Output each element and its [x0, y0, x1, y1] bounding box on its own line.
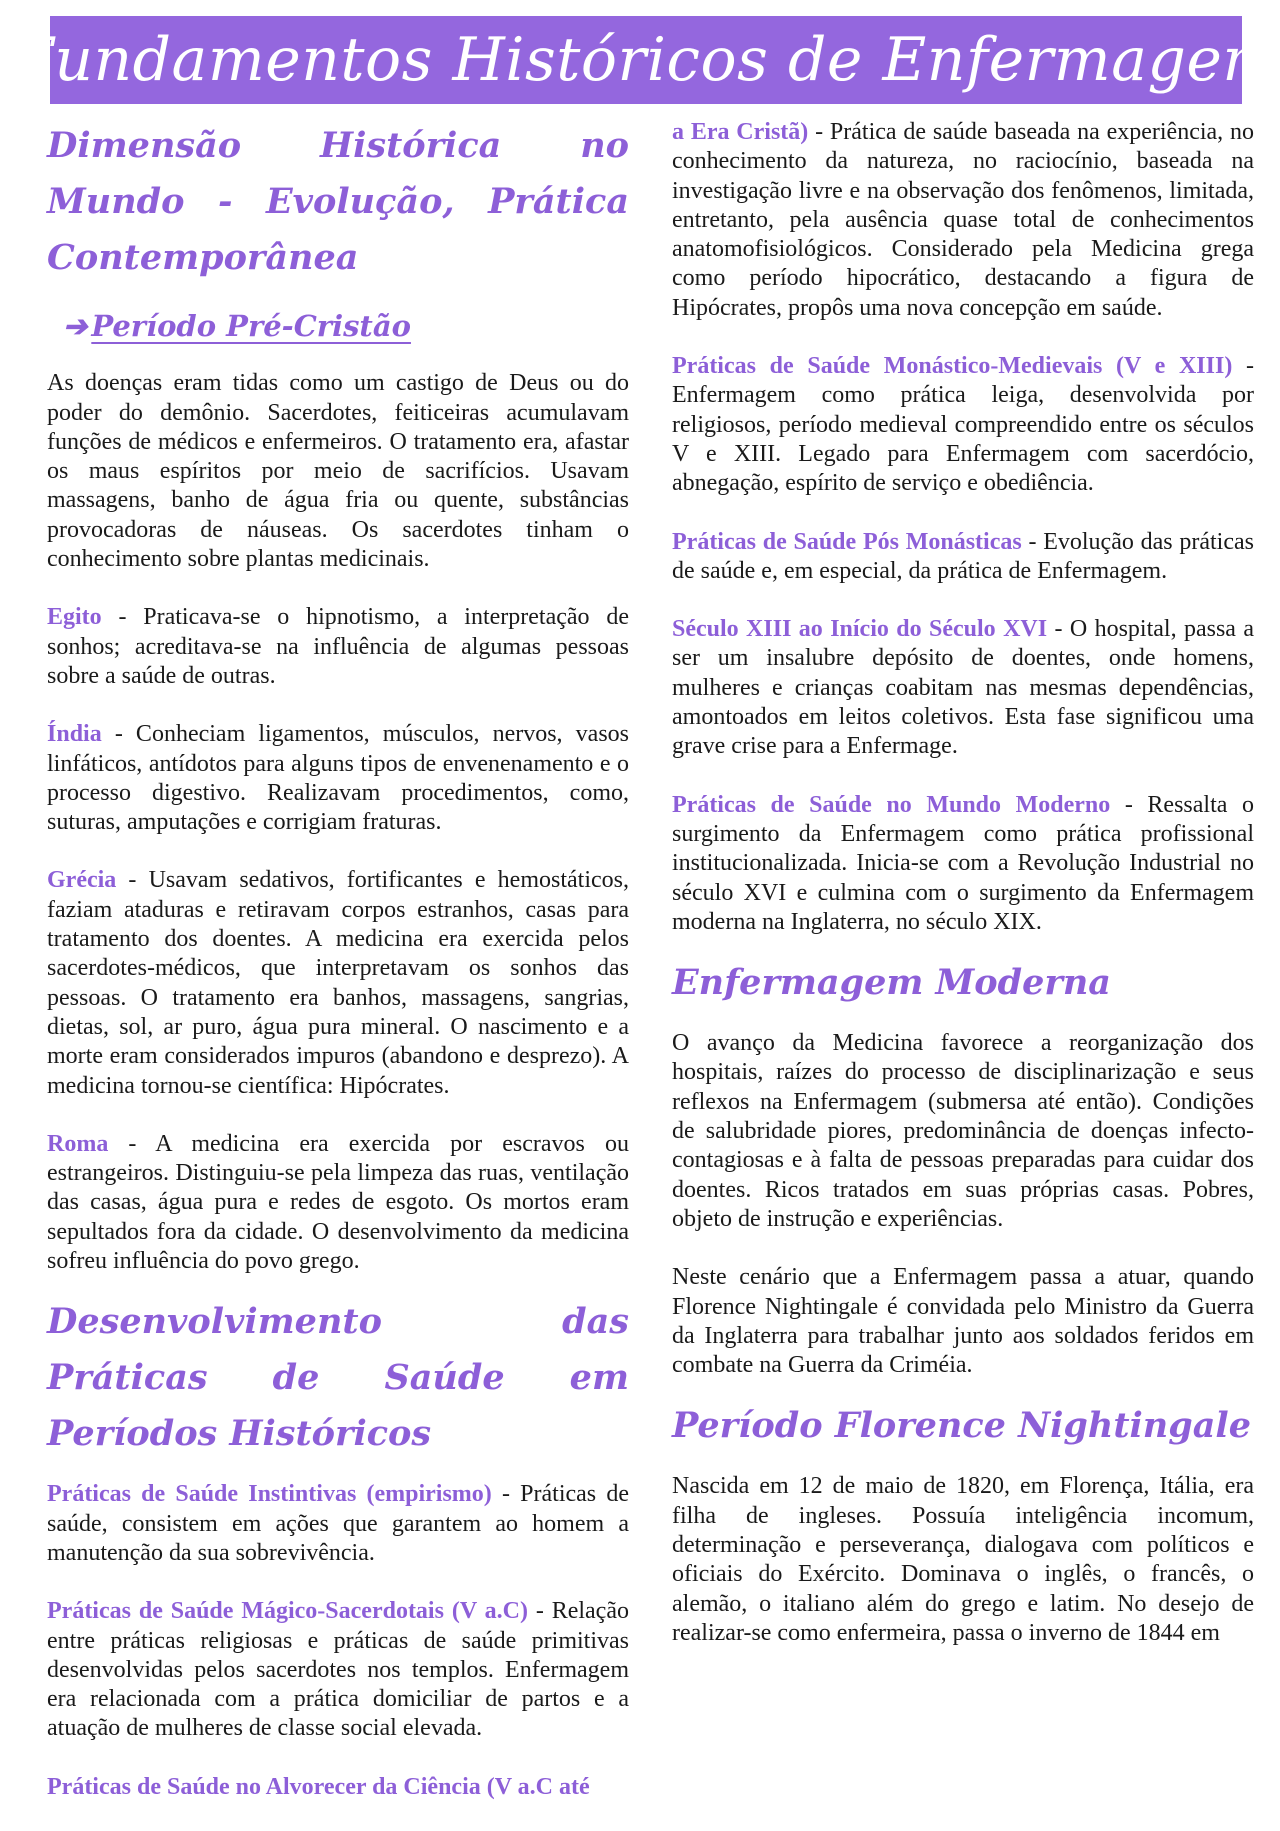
paragraph-florence-1: Nascida em 12 de maio de 1820, em Florença, Itália, era filha de ingleses. Possuía inteligência incomum, determinação e perseverança, dialogava com políticos e oficiais do Exército. Dominava o inglês, o francês, o alemão, o italiano além do grego e latim. No desejo de realizar-se como enfermeira, passa o inverno de 1844 em: [672, 1473, 1254, 1646]
left-column: [47, 118, 629, 1831]
paragraph-praticas-magico-sacerdotais: Práticas de Saúde Mágico-Sacerdotais (V a.C) - Relação entre práticas religiosas e práticas de saúde primitivas desenvolvidas pelos sacerdotes nos templos. Enfermagem era relacionada com a prática domiciliar de partos e a atuação de mulheres de classe social elevada.: [47, 1598, 629, 1742]
heading-periodo-florence-nightingale: Período Florence Nightingale: [672, 1405, 1251, 1447]
paragraph-alvorecer-continued: a Era Cristã) - Prática de saúde baseada na experiência, no conhecimento da natureza, no raciocínio, baseada na investigação livre e na observação dos fenômenos, limitada, entretanto, pela ausência quase total de conhecimentos anatomofisiológicos. Considerado pela Medicina grega como período hipocrático, destacando a figura de Hipócrates, propôs uma nova concepção em saúde.: [672, 119, 1254, 321]
term-grecia: Grécia: [47, 867, 117, 894]
paragraph-india: Índia - Conheciam ligamentos, músculos, nervos, vasos linfáticos, antídotos para alguns tipos de envenenamento e o processo digestivo. Realizavam procedimentos, como, suturas, amputações e corrigiam fraturas.: [47, 721, 629, 836]
paragraph-egito: Egito - Praticava-se o hipnotismo, a interpretação de sonhos; acreditava-se na influência de algumas pessoas sobre a saúde de outras.: [47, 604, 629, 689]
paragraph-praticas-pos-monasticas: Práticas de Saúde Pós Monásticas - Evolução das práticas de saúde e, em especial, da prática de Enfermagem.: [672, 528, 1254, 584]
subheading-periodo-pre-cristao: [63, 309, 629, 343]
term-india: Índia: [47, 721, 102, 748]
subheading-label: Período Pré-Cristão: [91, 309, 411, 343]
arrow-right-icon: ➔: [63, 309, 88, 343]
paragraph-moderna-2: Neste cenário que a Enfermagem passa a atuar, quando Florence Nightingale é convidada pelo Ministro da Guerra da Inglaterra para trabalhar junto aos soldados feridos em combate na Guerra da Criméia.: [672, 1264, 1254, 1379]
paragraph-praticas-mundo-moderno: Práticas de Saúde no Mundo Moderno - Ressalta o surgimento da Enfermagem como prática profissional institucionalizada. Inicia-se com a Revolução Industrial no século XVI e culmina com o surgimento da Enfermagem moderna na Inglaterra, no século XIX.: [672, 791, 1254, 935]
page-title: Fundamentos Históricos de Enfermagem: [12, 25, 1280, 95]
paragraph-praticas-alvorecer-ciencia: Práticas de Saúde no Alvorecer da Ciência (V a.C até: [47, 1773, 590, 1800]
intro-paragraph: As doenças eram tidas como um castigo de Deus ou do poder do demônio. Sacerdotes, feiticeiras acumulavam funções de médicos e enfermeiros. O tratamento era, afastar os maus espíritos por meio de sacrifícios. Usavam massagens, banho de água fria ou quente, substâncias provocadoras de náuseas. Os sacerdotes tinham o conhecimento sobre plantas medicinais.: [47, 370, 629, 573]
term-egito: Egito: [47, 604, 102, 631]
heading-desenvolvimento-praticas: Desenvolvimento das Práticas de Saúde em Períodos Históricos: [47, 1301, 629, 1455]
paragraph-grecia: Grécia - Usavam sedativos, fortificantes e hemostáticos, faziam ataduras e retiravam corpos estranhos, casas para tratamento dos doentes. A medicina era exercida pelos sacerdotes-médicos, que interpretavam os sonhos das pessoas. O tratamento era banhos, massagens, sangrias, dietas, sol, ar puro, água pura mineral. O nascimento e a morte eram considerados impuros (abandono e desprezo). A medicina tornou-se científica: Hipócrates.: [47, 867, 629, 1099]
paragraph-moderna-1: O avanço da Medicina favorece a reorganização dos hospitais, raízes do processo de disciplinarização e seus reflexos na Enfermagem (submersa até então). Condições de salubridade piores, predominância de doenças infecto-contagiosas e à falta de pessoas preparadas para cuidar dos doentes. Ricos tratados em suas próprias casas. Pobres, objeto de instrução e experiências.: [672, 1030, 1254, 1232]
paragraph-seculo-xiii-xvi: Século XIII ao Início do Século XVI - O hospital, passa a ser um insalubre depósito de doentes, onde homens, mulheres e crianças coabitam nas mesmas dependências, amontoados em leitos coletivos. Esta fase significou uma grave crise para a Enfermage.: [672, 616, 1254, 760]
right-column: [672, 118, 1254, 1677]
paragraph-praticas-monastico-medievais: Práticas de Saúde Monástico-Medievais (V e XIII) - Enfermagem como prática leiga, desenvolvida por religiosos, período medieval compreendido entre os séculos V e XIII. Legado para Enfermagem com sacerdócio, abnegação, espírito de serviço e obediência.: [672, 353, 1254, 497]
page-title-banner: [12, 16, 1280, 104]
heading-dimensao-historica: Dimensão Histórica no Mundo - Evolução, Prática Contemporânea: [47, 125, 629, 278]
heading-enfermagem-moderna: Enfermagem Moderna: [672, 962, 1111, 1004]
term-roma: Roma: [47, 1130, 109, 1157]
paragraph-roma: Roma - A medicina era exercida por escravos ou estrangeiros. Distinguiu-se pela limpeza das ruas, ventilação das casas, água pura e redes de esgoto. Os mortos eram sepultados fora da cidade. O desenvolvimento da medicina sofreu influência do povo grego.: [47, 1130, 629, 1275]
paragraph-praticas-instintivas: Práticas de Saúde Instintivas (empirismo) - Práticas de saúde, consistem em ações que garantem ao homem a manutenção da sua sobrevivência.: [47, 1481, 629, 1566]
